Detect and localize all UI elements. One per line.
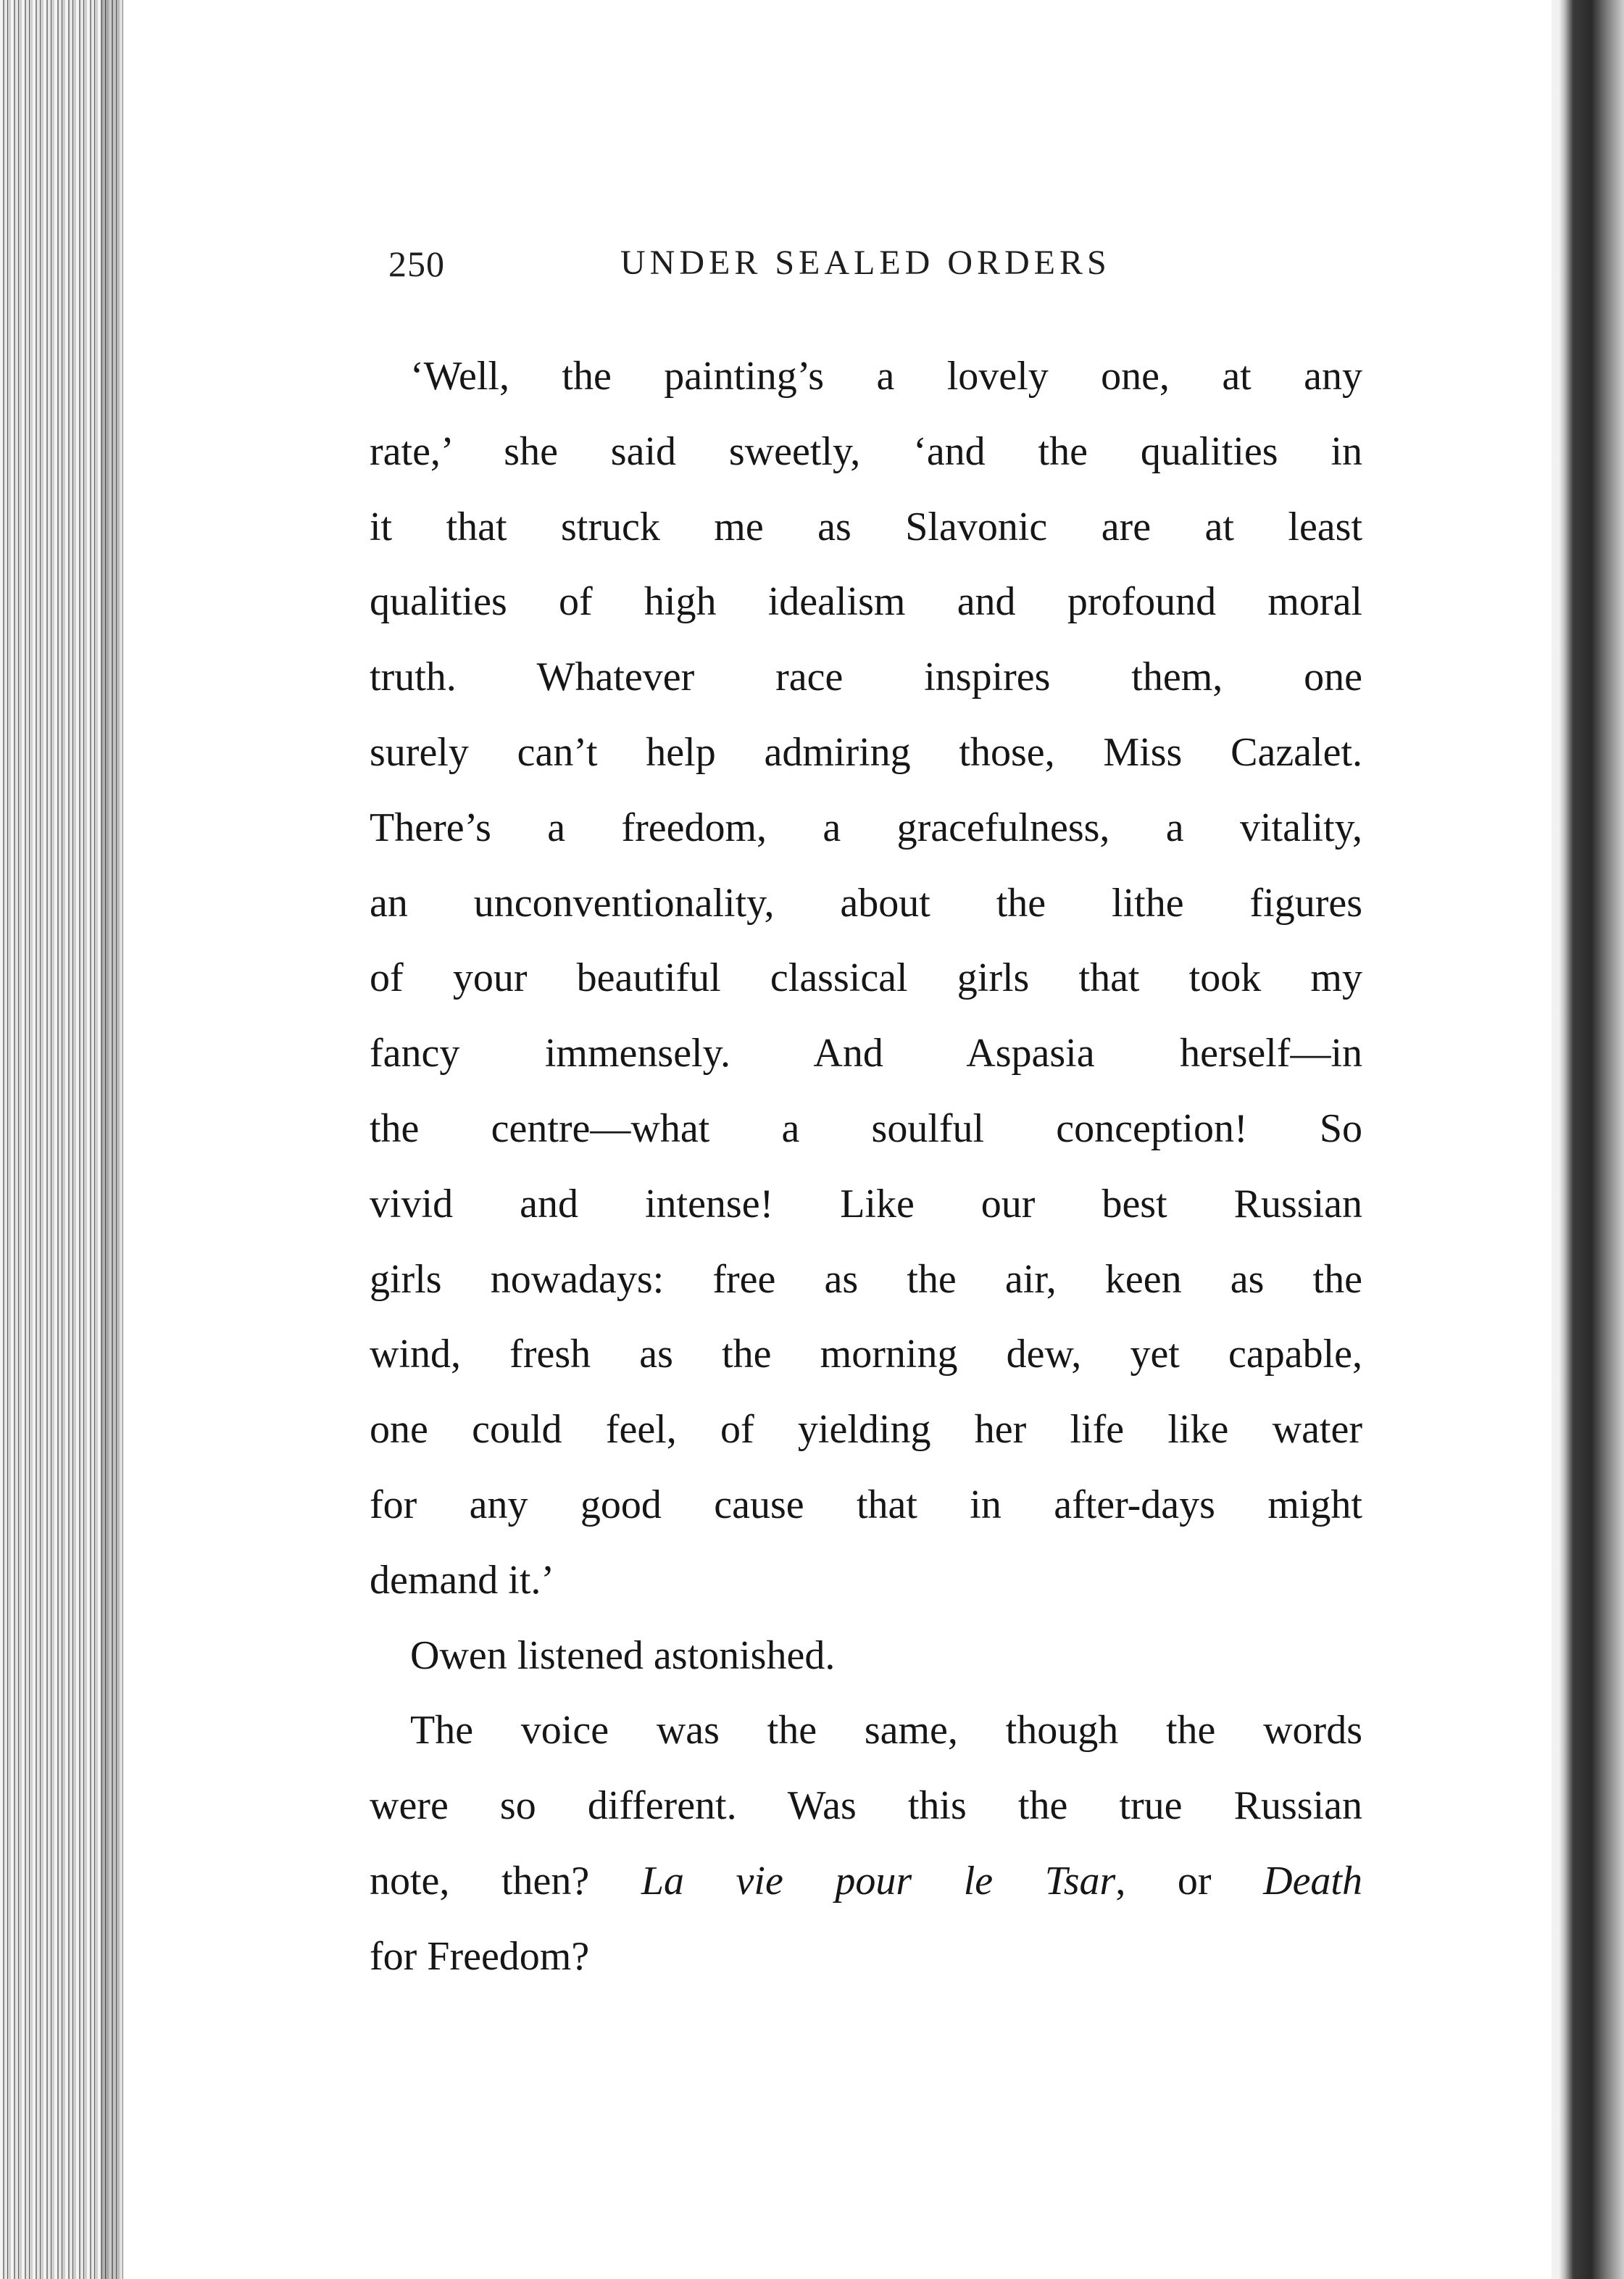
text-line: demand it.’ <box>370 1557 555 1603</box>
text-line: for Freedom? <box>370 1933 590 1979</box>
text-line: were so different. Was this the true Russian <box>370 1783 1362 1829</box>
italic-title: La vie pour le Tsar <box>641 1858 1116 1904</box>
book-page-edges-left <box>0 0 130 2279</box>
text-line: The voice was the same, though the words <box>410 1708 1362 1753</box>
page-number: 250 <box>388 244 445 284</box>
text-line: girls nowadays: free as the air, keen as the <box>370 1256 1362 1302</box>
text-line: for any good cause that in after-days might <box>370 1482 1362 1527</box>
text-run: , or <box>1115 1858 1264 1904</box>
text-line: of your beautiful classical girls that took my <box>370 955 1362 1001</box>
text-line: wind, fresh as the morning dew, yet capable, <box>370 1332 1362 1377</box>
text-line: fancy immensely. And Aspasia herself—in <box>370 1031 1362 1076</box>
book-binding-right <box>1552 0 1624 2279</box>
text-line: qualities of high idealism and profound moral <box>370 579 1362 625</box>
book-page <box>123 0 1558 2279</box>
text-line-mixed <box>370 1844 1362 1919</box>
running-title: UNDER SEALED ORDERS <box>620 244 1111 282</box>
text-line: an unconventionality, about the lithe figures <box>370 880 1362 926</box>
text-run: note, then? <box>370 1858 641 1904</box>
text-line: There’s a freedom, a gracefulness, a vitality, <box>370 805 1362 850</box>
text-line: surely can’t help admiring those, Miss Cazalet. <box>370 729 1362 775</box>
text-line: it that struck me as Slavonic are at least <box>370 504 1362 549</box>
text-line: vivid and intense! Like our best Russian <box>370 1181 1362 1226</box>
italic-phrase: Death <box>1263 1858 1362 1904</box>
body-text <box>370 339 1362 1995</box>
text-line: truth. Whatever race inspires them, one <box>370 655 1362 700</box>
text-line: one could feel, of yielding her life like water <box>370 1407 1362 1453</box>
running-head <box>388 243 1309 294</box>
text-line: Owen listened astonished. <box>410 1632 836 1678</box>
text-line: ‘Well, the painting’s a lovely one, at any <box>410 354 1362 399</box>
text-line: the centre—what a soulful conception! So <box>370 1105 1362 1151</box>
text-line: rate,’ she said sweetly, ‘and the qualities in <box>370 428 1362 474</box>
